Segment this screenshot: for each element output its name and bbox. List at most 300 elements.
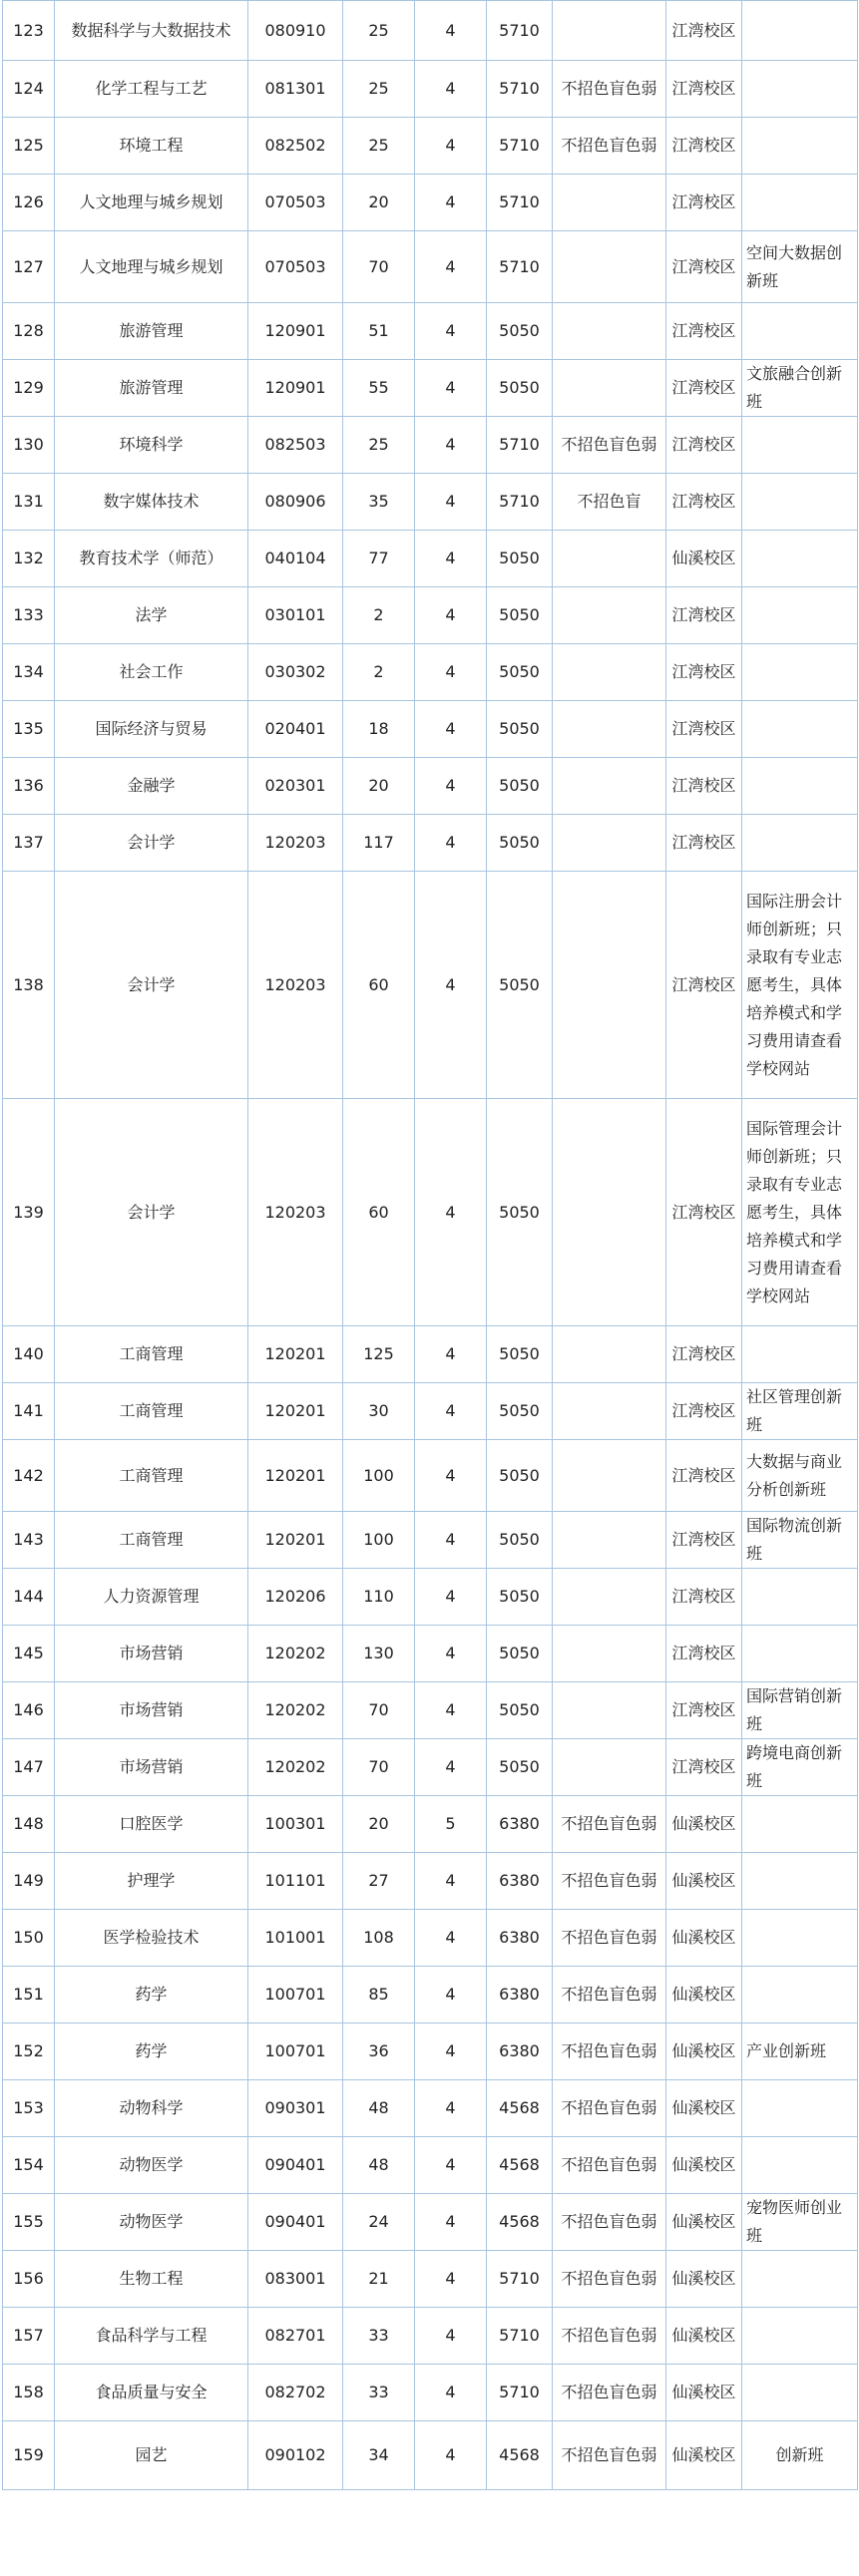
tuition-fee-cell: 5050 xyxy=(487,531,553,587)
major-name-cell: 市场营销 xyxy=(55,1739,248,1796)
major-name-cell: 园艺 xyxy=(55,2421,248,2490)
remark-cell: 空间大数据创新班 xyxy=(742,231,858,303)
major-name-cell: 动物医学 xyxy=(55,2194,248,2251)
study-years-cell: 4 xyxy=(415,360,487,417)
major-code-cell: 120201 xyxy=(248,1383,343,1440)
campus-cell: 江湾校区 xyxy=(666,303,742,360)
remark-cell xyxy=(742,1853,858,1910)
major-name-cell: 人文地理与城乡规划 xyxy=(55,231,248,303)
restriction-cell xyxy=(553,1383,666,1440)
restriction-cell xyxy=(553,360,666,417)
major-name-cell: 动物科学 xyxy=(55,2080,248,2137)
table-row xyxy=(3,1099,858,1326)
table-row xyxy=(3,815,858,872)
restriction-cell xyxy=(553,644,666,701)
campus-cell: 江湾校区 xyxy=(666,231,742,303)
tuition-fee-cell: 5050 xyxy=(487,758,553,815)
restriction-cell: 不招色盲色弱 xyxy=(553,2421,666,2490)
major-code-cell: 030101 xyxy=(248,587,343,644)
table-row xyxy=(3,1910,858,1967)
plan-count-cell: 25 xyxy=(343,61,415,118)
restriction-cell xyxy=(553,1326,666,1383)
restriction-cell xyxy=(553,815,666,872)
row-number-cell: 144 xyxy=(3,1569,55,1626)
major-name-cell: 食品科学与工程 xyxy=(55,2308,248,2365)
tuition-fee-cell: 5710 xyxy=(487,417,553,474)
plan-count-cell: 27 xyxy=(343,1853,415,1910)
plan-count-cell: 48 xyxy=(343,2080,415,2137)
row-number-cell: 134 xyxy=(3,644,55,701)
restriction-cell: 不招色盲色弱 xyxy=(553,2308,666,2365)
table-row xyxy=(3,1682,858,1739)
campus-cell: 仙溪校区 xyxy=(666,1796,742,1853)
plan-count-cell: 33 xyxy=(343,2365,415,2421)
study-years-cell: 4 xyxy=(415,1682,487,1739)
study-years-cell: 4 xyxy=(415,815,487,872)
major-name-cell: 动物医学 xyxy=(55,2137,248,2194)
table-row xyxy=(3,2365,858,2421)
major-code-cell: 082503 xyxy=(248,417,343,474)
plan-count-cell: 55 xyxy=(343,360,415,417)
remark-cell xyxy=(742,1967,858,2024)
study-years-cell: 4 xyxy=(415,2421,487,2490)
major-name-cell: 会计学 xyxy=(55,872,248,1099)
remark-cell xyxy=(742,474,858,531)
major-name-cell: 工商管理 xyxy=(55,1383,248,1440)
restriction-cell xyxy=(553,701,666,758)
row-number-cell: 150 xyxy=(3,1910,55,1967)
major-code-cell: 120203 xyxy=(248,872,343,1099)
remark-cell xyxy=(742,531,858,587)
table-row xyxy=(3,1383,858,1440)
major-name-cell: 数据科学与大数据技术 xyxy=(55,1,248,61)
remark-cell xyxy=(742,1569,858,1626)
table-row xyxy=(3,2194,858,2251)
campus-cell: 仙溪校区 xyxy=(666,1853,742,1910)
major-name-cell: 药学 xyxy=(55,2024,248,2080)
remark-cell xyxy=(742,1,858,61)
plan-count-cell: 2 xyxy=(343,644,415,701)
study-years-cell: 4 xyxy=(415,1383,487,1440)
row-number-cell: 158 xyxy=(3,2365,55,2421)
table-row xyxy=(3,1512,858,1569)
plan-count-cell: 48 xyxy=(343,2137,415,2194)
major-code-cell: 020401 xyxy=(248,701,343,758)
remark-cell xyxy=(742,2251,858,2308)
study-years-cell: 4 xyxy=(415,231,487,303)
remark-cell xyxy=(742,61,858,118)
restriction-cell xyxy=(553,303,666,360)
row-number-cell: 138 xyxy=(3,872,55,1099)
major-name-cell: 市场营销 xyxy=(55,1626,248,1682)
remark-cell xyxy=(742,118,858,175)
major-code-cell: 070503 xyxy=(248,175,343,231)
campus-cell: 江湾校区 xyxy=(666,1326,742,1383)
tuition-fee-cell: 5710 xyxy=(487,474,553,531)
table-row xyxy=(3,2024,858,2080)
tuition-fee-cell: 5710 xyxy=(487,2251,553,2308)
major-code-cell: 090102 xyxy=(248,2421,343,2490)
table-row xyxy=(3,531,858,587)
major-name-cell: 教育技术学（师范） xyxy=(55,531,248,587)
restriction-cell xyxy=(553,758,666,815)
major-name-cell: 工商管理 xyxy=(55,1512,248,1569)
major-name-cell: 生物工程 xyxy=(55,2251,248,2308)
major-code-cell: 120202 xyxy=(248,1626,343,1682)
remark-cell: 社区管理创新班 xyxy=(742,1383,858,1440)
major-code-cell: 090401 xyxy=(248,2137,343,2194)
remark-cell xyxy=(742,1326,858,1383)
restriction-cell: 不招色盲色弱 xyxy=(553,417,666,474)
tuition-fee-cell: 5050 xyxy=(487,1739,553,1796)
restriction-cell: 不招色盲色弱 xyxy=(553,2251,666,2308)
table-row xyxy=(3,303,858,360)
campus-cell: 仙溪校区 xyxy=(666,2308,742,2365)
row-number-cell: 154 xyxy=(3,2137,55,2194)
major-name-cell: 环境科学 xyxy=(55,417,248,474)
table-row xyxy=(3,1,858,61)
restriction-cell xyxy=(553,587,666,644)
tuition-fee-cell: 5050 xyxy=(487,1383,553,1440)
row-number-cell: 128 xyxy=(3,303,55,360)
campus-cell: 江湾校区 xyxy=(666,1383,742,1440)
plan-count-cell: 20 xyxy=(343,175,415,231)
study-years-cell: 4 xyxy=(415,2308,487,2365)
restriction-cell: 不招色盲色弱 xyxy=(553,118,666,175)
table-row xyxy=(3,61,858,118)
plan-count-cell: 70 xyxy=(343,1682,415,1739)
major-code-cell: 120201 xyxy=(248,1440,343,1512)
restriction-cell: 不招色盲色弱 xyxy=(553,1967,666,2024)
row-number-cell: 132 xyxy=(3,531,55,587)
restriction-cell: 不招色盲色弱 xyxy=(553,2194,666,2251)
major-code-cell: 082702 xyxy=(248,2365,343,2421)
major-name-cell: 国际经济与贸易 xyxy=(55,701,248,758)
major-name-cell: 工商管理 xyxy=(55,1326,248,1383)
study-years-cell: 4 xyxy=(415,758,487,815)
tuition-fee-cell: 6380 xyxy=(487,1853,553,1910)
major-name-cell: 药学 xyxy=(55,1967,248,2024)
major-code-cell: 083001 xyxy=(248,2251,343,2308)
tuition-fee-cell: 4568 xyxy=(487,2194,553,2251)
campus-cell: 江湾校区 xyxy=(666,118,742,175)
study-years-cell: 4 xyxy=(415,1099,487,1326)
tuition-fee-cell: 5710 xyxy=(487,2365,553,2421)
major-code-cell: 080906 xyxy=(248,474,343,531)
campus-cell: 江湾校区 xyxy=(666,360,742,417)
study-years-cell: 4 xyxy=(415,417,487,474)
remark-cell xyxy=(742,1910,858,1967)
major-name-cell: 化学工程与工艺 xyxy=(55,61,248,118)
restriction-cell: 不招色盲色弱 xyxy=(553,1853,666,1910)
tuition-fee-cell: 5710 xyxy=(487,118,553,175)
row-number-cell: 143 xyxy=(3,1512,55,1569)
plan-count-cell: 18 xyxy=(343,701,415,758)
row-number-cell: 123 xyxy=(3,1,55,61)
table-row xyxy=(3,1326,858,1383)
table-row xyxy=(3,587,858,644)
row-number-cell: 131 xyxy=(3,474,55,531)
major-code-cell: 090301 xyxy=(248,2080,343,2137)
campus-cell: 仙溪校区 xyxy=(666,2421,742,2490)
row-number-cell: 156 xyxy=(3,2251,55,2308)
plan-count-cell: 130 xyxy=(343,1626,415,1682)
major-name-cell: 口腔医学 xyxy=(55,1796,248,1853)
plan-count-cell: 100 xyxy=(343,1440,415,1512)
remark-cell: 国际管理会计师创新班；只录取有专业志愿考生，具体培养模式和学习费用请查看学校网站 xyxy=(742,1099,858,1326)
row-number-cell: 148 xyxy=(3,1796,55,1853)
tuition-fee-cell: 4568 xyxy=(487,2080,553,2137)
campus-cell: 仙溪校区 xyxy=(666,2080,742,2137)
restriction-cell xyxy=(553,1099,666,1326)
remark-cell xyxy=(742,175,858,231)
plan-count-cell: 100 xyxy=(343,1512,415,1569)
row-number-cell: 146 xyxy=(3,1682,55,1739)
table-row xyxy=(3,118,858,175)
tuition-fee-cell: 5050 xyxy=(487,701,553,758)
restriction-cell xyxy=(553,1440,666,1512)
remark-cell: 国际物流创新班 xyxy=(742,1512,858,1569)
remark-cell: 大数据与商业分析创新班 xyxy=(742,1440,858,1512)
table-row xyxy=(3,2080,858,2137)
row-number-cell: 130 xyxy=(3,417,55,474)
study-years-cell: 4 xyxy=(415,872,487,1099)
campus-cell: 江湾校区 xyxy=(666,758,742,815)
campus-cell: 江湾校区 xyxy=(666,1682,742,1739)
remark-cell: 国际注册会计师创新班；只录取有专业志愿考生，具体培养模式和学习费用请查看学校网站 xyxy=(742,872,858,1099)
major-code-cell: 120203 xyxy=(248,815,343,872)
plan-count-cell: 110 xyxy=(343,1569,415,1626)
tuition-fee-cell: 5050 xyxy=(487,1682,553,1739)
remark-cell: 宠物医师创业班 xyxy=(742,2194,858,2251)
plan-count-cell: 70 xyxy=(343,231,415,303)
study-years-cell: 4 xyxy=(415,1739,487,1796)
campus-cell: 仙溪校区 xyxy=(666,1967,742,2024)
study-years-cell: 4 xyxy=(415,1967,487,2024)
row-number-cell: 145 xyxy=(3,1626,55,1682)
remark-cell xyxy=(742,758,858,815)
major-code-cell: 082502 xyxy=(248,118,343,175)
plan-count-cell: 108 xyxy=(343,1910,415,1967)
restriction-cell: 不招色盲色弱 xyxy=(553,1796,666,1853)
study-years-cell: 4 xyxy=(415,2137,487,2194)
major-code-cell: 120201 xyxy=(248,1326,343,1383)
tuition-fee-cell: 6380 xyxy=(487,1796,553,1853)
restriction-cell xyxy=(553,1,666,61)
tuition-fee-cell: 5050 xyxy=(487,1569,553,1626)
plan-count-cell: 33 xyxy=(343,2308,415,2365)
enrollment-plan-table xyxy=(2,0,858,2490)
tuition-fee-cell: 5050 xyxy=(487,644,553,701)
major-code-cell: 120901 xyxy=(248,360,343,417)
campus-cell: 江湾校区 xyxy=(666,587,742,644)
tuition-fee-cell: 5050 xyxy=(487,1099,553,1326)
tuition-fee-cell: 5710 xyxy=(487,2308,553,2365)
restriction-cell: 不招色盲色弱 xyxy=(553,2365,666,2421)
restriction-cell: 不招色盲色弱 xyxy=(553,1910,666,1967)
restriction-cell: 不招色盲色弱 xyxy=(553,61,666,118)
campus-cell: 江湾校区 xyxy=(666,175,742,231)
study-years-cell: 4 xyxy=(415,701,487,758)
major-code-cell: 082701 xyxy=(248,2308,343,2365)
plan-count-cell: 117 xyxy=(343,815,415,872)
campus-cell: 江湾校区 xyxy=(666,474,742,531)
row-number-cell: 126 xyxy=(3,175,55,231)
row-number-cell: 157 xyxy=(3,2308,55,2365)
campus-cell: 江湾校区 xyxy=(666,417,742,474)
restriction-cell xyxy=(553,1682,666,1739)
major-code-cell: 120206 xyxy=(248,1569,343,1626)
major-name-cell: 会计学 xyxy=(55,815,248,872)
major-code-cell: 100701 xyxy=(248,1967,343,2024)
study-years-cell: 4 xyxy=(415,2024,487,2080)
restriction-cell xyxy=(553,1512,666,1569)
tuition-fee-cell: 5050 xyxy=(487,1626,553,1682)
table-row xyxy=(3,1739,858,1796)
table-row xyxy=(3,360,858,417)
restriction-cell xyxy=(553,531,666,587)
campus-cell: 仙溪校区 xyxy=(666,531,742,587)
study-years-cell: 4 xyxy=(415,118,487,175)
study-years-cell: 4 xyxy=(415,303,487,360)
study-years-cell: 4 xyxy=(415,644,487,701)
row-number-cell: 125 xyxy=(3,118,55,175)
table-row xyxy=(3,1967,858,2024)
table-row xyxy=(3,1626,858,1682)
major-code-cell: 080910 xyxy=(248,1,343,61)
table-row xyxy=(3,417,858,474)
table-row xyxy=(3,175,858,231)
major-name-cell: 数字媒体技术 xyxy=(55,474,248,531)
study-years-cell: 4 xyxy=(415,1569,487,1626)
campus-cell: 江湾校区 xyxy=(666,1739,742,1796)
study-years-cell: 4 xyxy=(415,1440,487,1512)
row-number-cell: 142 xyxy=(3,1440,55,1512)
tuition-fee-cell: 5050 xyxy=(487,1440,553,1512)
table-body xyxy=(3,1,858,2490)
tuition-fee-cell: 5050 xyxy=(487,303,553,360)
study-years-cell: 4 xyxy=(415,1,487,61)
study-years-cell: 4 xyxy=(415,61,487,118)
campus-cell: 仙溪校区 xyxy=(666,1910,742,1967)
tuition-fee-cell: 5050 xyxy=(487,587,553,644)
major-code-cell: 101101 xyxy=(248,1853,343,1910)
study-years-cell: 4 xyxy=(415,1326,487,1383)
table-row xyxy=(3,2137,858,2194)
study-years-cell: 4 xyxy=(415,474,487,531)
row-number-cell: 127 xyxy=(3,231,55,303)
restriction-cell xyxy=(553,1739,666,1796)
tuition-fee-cell: 6380 xyxy=(487,2024,553,2080)
restriction-cell xyxy=(553,1569,666,1626)
row-number-cell: 137 xyxy=(3,815,55,872)
table-row xyxy=(3,701,858,758)
row-number-cell: 155 xyxy=(3,2194,55,2251)
major-code-cell: 120202 xyxy=(248,1739,343,1796)
restriction-cell xyxy=(553,231,666,303)
plan-count-cell: 25 xyxy=(343,1,415,61)
row-number-cell: 133 xyxy=(3,587,55,644)
table-row xyxy=(3,2308,858,2365)
study-years-cell: 4 xyxy=(415,587,487,644)
major-code-cell: 070503 xyxy=(248,231,343,303)
table-row xyxy=(3,872,858,1099)
study-years-cell: 4 xyxy=(415,1626,487,1682)
remark-cell xyxy=(742,303,858,360)
tuition-fee-cell: 5710 xyxy=(487,175,553,231)
plan-count-cell: 25 xyxy=(343,118,415,175)
remark-cell xyxy=(742,417,858,474)
remark-cell xyxy=(742,587,858,644)
restriction-cell: 不招色盲色弱 xyxy=(553,2080,666,2137)
campus-cell: 江湾校区 xyxy=(666,1099,742,1326)
major-name-cell: 医学检验技术 xyxy=(55,1910,248,1967)
campus-cell: 江湾校区 xyxy=(666,61,742,118)
plan-count-cell: 125 xyxy=(343,1326,415,1383)
campus-cell: 仙溪校区 xyxy=(666,2194,742,2251)
remark-cell xyxy=(742,815,858,872)
major-code-cell: 101001 xyxy=(248,1910,343,1967)
major-name-cell: 法学 xyxy=(55,587,248,644)
major-name-cell: 人力资源管理 xyxy=(55,1569,248,1626)
remark-cell xyxy=(742,2080,858,2137)
plan-count-cell: 51 xyxy=(343,303,415,360)
campus-cell: 江湾校区 xyxy=(666,644,742,701)
study-years-cell: 4 xyxy=(415,1910,487,1967)
row-number-cell: 153 xyxy=(3,2080,55,2137)
tuition-fee-cell: 5050 xyxy=(487,360,553,417)
tuition-fee-cell: 4568 xyxy=(487,2421,553,2490)
row-number-cell: 152 xyxy=(3,2024,55,2080)
table-row xyxy=(3,2421,858,2490)
tuition-fee-cell: 5050 xyxy=(487,872,553,1099)
study-years-cell: 4 xyxy=(415,2194,487,2251)
plan-count-cell: 21 xyxy=(343,2251,415,2308)
remark-cell xyxy=(742,701,858,758)
major-code-cell: 030302 xyxy=(248,644,343,701)
row-number-cell: 124 xyxy=(3,61,55,118)
row-number-cell: 136 xyxy=(3,758,55,815)
remark-cell: 产业创新班 xyxy=(742,2024,858,2080)
remark-cell xyxy=(742,1626,858,1682)
table-row xyxy=(3,474,858,531)
restriction-cell: 不招色盲色弱 xyxy=(553,2024,666,2080)
major-name-cell: 旅游管理 xyxy=(55,303,248,360)
remark-cell xyxy=(742,2308,858,2365)
study-years-cell: 4 xyxy=(415,1853,487,1910)
campus-cell: 江湾校区 xyxy=(666,701,742,758)
plan-count-cell: 70 xyxy=(343,1739,415,1796)
campus-cell: 仙溪校区 xyxy=(666,2251,742,2308)
major-code-cell: 120202 xyxy=(248,1682,343,1739)
row-number-cell: 141 xyxy=(3,1383,55,1440)
tuition-fee-cell: 5710 xyxy=(487,61,553,118)
table-row xyxy=(3,758,858,815)
major-code-cell: 040104 xyxy=(248,531,343,587)
tuition-fee-cell: 5050 xyxy=(487,1326,553,1383)
remark-cell xyxy=(742,644,858,701)
table-row xyxy=(3,1440,858,1512)
campus-cell: 江湾校区 xyxy=(666,1512,742,1569)
major-code-cell: 120201 xyxy=(248,1512,343,1569)
row-number-cell: 129 xyxy=(3,360,55,417)
major-name-cell: 市场营销 xyxy=(55,1682,248,1739)
plan-count-cell: 34 xyxy=(343,2421,415,2490)
plan-count-cell: 25 xyxy=(343,417,415,474)
tuition-fee-cell: 6380 xyxy=(487,1967,553,2024)
campus-cell: 江湾校区 xyxy=(666,815,742,872)
plan-count-cell: 24 xyxy=(343,2194,415,2251)
